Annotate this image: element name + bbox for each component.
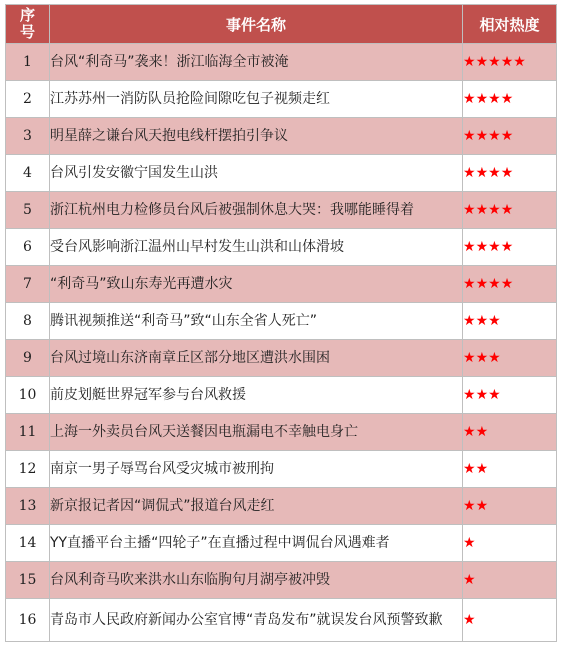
events-table xyxy=(5,4,557,642)
row-event-name: 台风利奇马吹来洪水山东临朐句月湖亭被冲毁 xyxy=(50,562,463,599)
star-icon: ★ xyxy=(463,387,476,403)
row-seq: 10 xyxy=(6,377,50,414)
star-icon: ★ xyxy=(463,572,476,588)
star-icon: ★ xyxy=(463,54,476,70)
star-icon: ★ xyxy=(463,424,476,440)
star-icon: ★ xyxy=(475,313,489,329)
row-event-name: 腾讯视频推送“利奇马”致“山东全省人死亡” xyxy=(50,303,463,340)
star-icon: ★ xyxy=(488,313,501,329)
star-icon: ★ xyxy=(488,239,501,255)
star-icon: ★ xyxy=(475,165,489,181)
table-row xyxy=(6,414,557,451)
star-icon: ★ xyxy=(488,128,501,144)
table-row xyxy=(6,44,557,81)
table-row xyxy=(6,266,557,303)
star-icon: ★ xyxy=(488,387,501,403)
table-body xyxy=(6,44,557,642)
row-event-name: 台风“利奇马”袭来！浙江临海全市被淹 xyxy=(50,44,463,81)
star-icon: ★ xyxy=(463,202,476,218)
row-event-name: 江苏苏州一消防队员抢险间隙吃包子视频走红 xyxy=(50,81,463,118)
star-icon: ★ xyxy=(463,128,476,144)
header-seq-label: 序号 xyxy=(19,6,35,41)
star-icon: ★ xyxy=(488,54,501,70)
star-icon: ★ xyxy=(463,91,476,107)
row-event-name: YY直播平台主播“四轮子”在直播过程中调侃台风遇难者 xyxy=(50,525,463,562)
row-seq: 6 xyxy=(6,229,50,266)
star-icon: ★ xyxy=(463,535,476,551)
star-icon: ★ xyxy=(488,165,501,181)
row-heat-rating xyxy=(463,118,557,155)
row-heat-rating xyxy=(463,192,557,229)
row-heat-rating xyxy=(463,266,557,303)
star-icon: ★ xyxy=(475,91,489,107)
row-event-name: 台风过境山东济南章丘区部分地区遭洪水围困 xyxy=(50,340,463,377)
star-icon: ★ xyxy=(463,350,476,366)
table-row xyxy=(6,599,557,642)
table-row xyxy=(6,562,557,599)
row-heat-rating xyxy=(463,44,557,81)
star-icon: ★ xyxy=(463,239,476,255)
star-icon: ★ xyxy=(488,350,501,366)
row-event-name: 南京一男子辱骂台风受灾城市被刑拘 xyxy=(50,451,463,488)
row-heat-rating xyxy=(463,303,557,340)
row-heat-rating xyxy=(463,81,557,118)
star-icon: ★ xyxy=(475,239,489,255)
row-event-name: 明星薛之谦台风天抱电线杆摆拍引争议 xyxy=(50,118,463,155)
table-row xyxy=(6,81,557,118)
events-table-container xyxy=(5,4,557,642)
row-seq: 8 xyxy=(6,303,50,340)
table-row xyxy=(6,303,557,340)
row-event-name: 浙江杭州电力检修员台风后被强制休息大哭：我哪能睡得着 xyxy=(50,192,463,229)
row-heat-rating xyxy=(463,451,557,488)
star-icon: ★ xyxy=(463,612,476,628)
star-icon: ★ xyxy=(475,498,489,514)
star-icon: ★ xyxy=(488,91,501,107)
table-row xyxy=(6,118,557,155)
star-icon: ★ xyxy=(463,498,476,514)
star-icon: ★ xyxy=(475,461,489,477)
row-seq: 15 xyxy=(6,562,50,599)
row-heat-rating xyxy=(463,340,557,377)
row-seq: 12 xyxy=(6,451,50,488)
table-row xyxy=(6,192,557,229)
star-icon: ★ xyxy=(475,202,489,218)
star-icon: ★ xyxy=(513,54,526,70)
star-icon: ★ xyxy=(463,165,476,181)
star-icon: ★ xyxy=(500,91,514,107)
row-seq: 4 xyxy=(6,155,50,192)
star-icon: ★ xyxy=(475,276,489,292)
header-heat: 相对热度 xyxy=(463,5,557,44)
row-heat-rating xyxy=(463,229,557,266)
star-icon: ★ xyxy=(500,276,514,292)
table-row xyxy=(6,155,557,192)
star-icon: ★ xyxy=(500,128,514,144)
star-icon: ★ xyxy=(500,239,514,255)
star-icon: ★ xyxy=(475,350,489,366)
row-event-name: 新京报记者因“调侃式”报道台风走红 xyxy=(50,488,463,525)
star-icon: ★ xyxy=(500,165,514,181)
table-header-row xyxy=(6,5,557,44)
table-row xyxy=(6,488,557,525)
row-seq: 7 xyxy=(6,266,50,303)
row-seq: 2 xyxy=(6,81,50,118)
row-seq: 3 xyxy=(6,118,50,155)
header-name: 事件名称 xyxy=(50,5,463,44)
star-icon: ★ xyxy=(475,387,489,403)
table-row xyxy=(6,377,557,414)
star-icon: ★ xyxy=(488,276,501,292)
row-event-name: “利奇马”致山东寿光再遭水灾 xyxy=(50,266,463,303)
row-seq: 13 xyxy=(6,488,50,525)
row-event-name: 青岛市人民政府新闻办公室官博“青岛发布”就误发台风预警致歉 xyxy=(50,599,463,642)
star-icon: ★ xyxy=(475,128,489,144)
row-event-name: 台风引发安徽宁国发生山洪 xyxy=(50,155,463,192)
row-heat-rating xyxy=(463,155,557,192)
row-seq: 16 xyxy=(6,599,50,642)
row-event-name: 前皮划艇世界冠军参与台风救援 xyxy=(50,377,463,414)
star-icon: ★ xyxy=(500,202,514,218)
row-heat-rating xyxy=(463,562,557,599)
row-heat-rating xyxy=(463,488,557,525)
star-icon: ★ xyxy=(463,276,476,292)
row-heat-rating xyxy=(463,525,557,562)
star-icon: ★ xyxy=(475,54,489,70)
row-heat-rating xyxy=(463,377,557,414)
table-row xyxy=(6,340,557,377)
row-event-name: 受台风影响浙江温州山早村发生山洪和山体滑坡 xyxy=(50,229,463,266)
row-seq: 1 xyxy=(6,44,50,81)
row-seq: 9 xyxy=(6,340,50,377)
row-heat-rating xyxy=(463,599,557,642)
table-row xyxy=(6,451,557,488)
row-seq: 11 xyxy=(6,414,50,451)
row-event-name: 上海一外卖员台风天送餐因电瓶漏电不幸触电身亡 xyxy=(50,414,463,451)
table-row xyxy=(6,229,557,266)
star-icon: ★ xyxy=(500,54,514,70)
row-heat-rating xyxy=(463,414,557,451)
row-seq: 5 xyxy=(6,192,50,229)
header-seq xyxy=(6,5,50,44)
star-icon: ★ xyxy=(463,461,476,477)
star-icon: ★ xyxy=(488,202,501,218)
table-row xyxy=(6,525,557,562)
row-seq: 14 xyxy=(6,525,50,562)
star-icon: ★ xyxy=(463,313,476,329)
star-icon: ★ xyxy=(475,424,489,440)
